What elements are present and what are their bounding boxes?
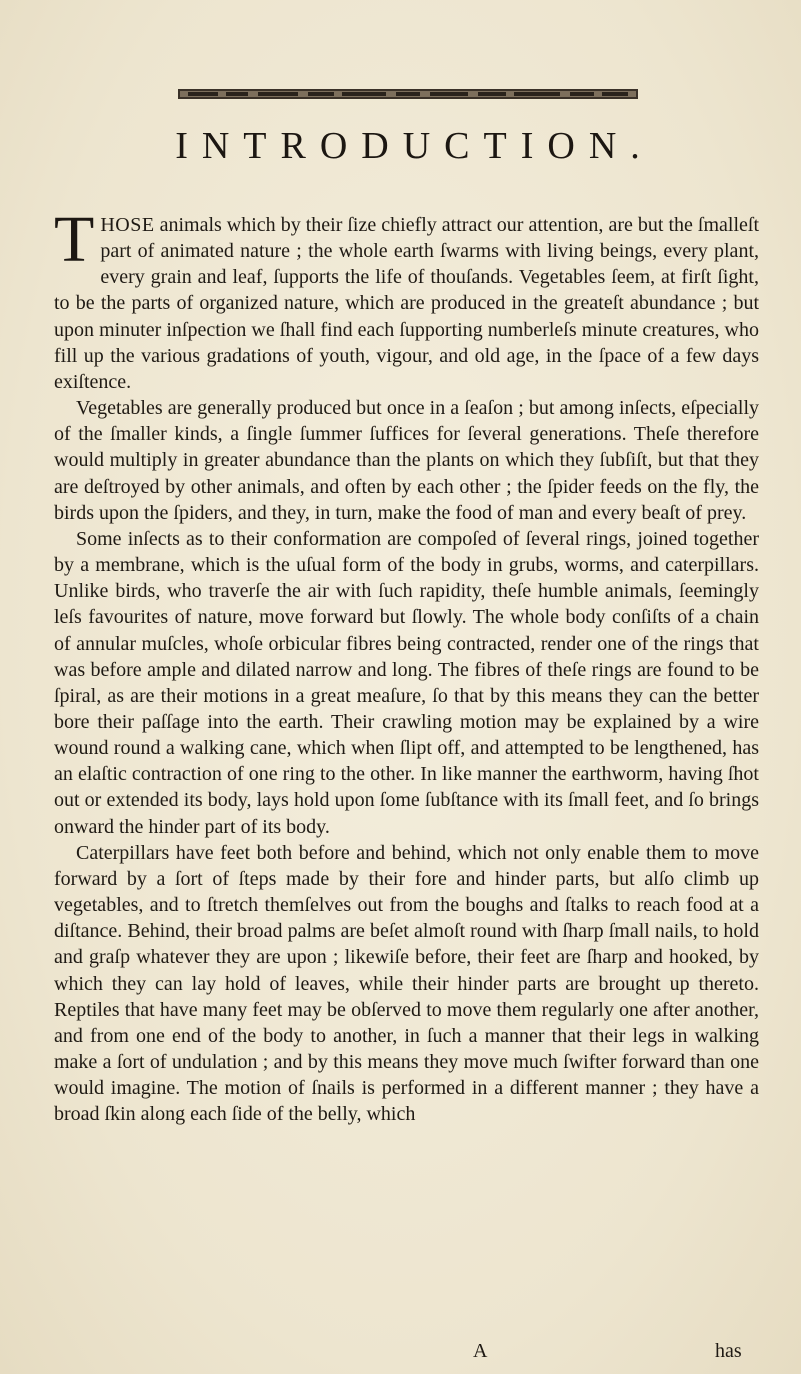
paragraph: Some inſects as to their conformation are compoſed of ſeveral rings, joined together by a membrane, which is the uſual form of the body in grubs, worms, and caterpillars. Unlike birds, who traverſe the air with ſuch rapidity, theſe humble animals, ſeemingly leſs favourites of nature, move forward but ſlowly. The whole body conſiſts of a chain of annular muſcles, whoſe orbicular fibres being contracted, render one of the rings that was before ample and dilated narrow and long. The fibres of theſe rings are found to be ſpiral, as are their motions in a great meaſure, ſo that by this means they can the better bore their paſſage into the earth. Their crawling motion may be explained by a wire wound round a walking cane, which when ſlipt off, and attempted to be lengthened, has an elaſtic contraction of one ring to the other. In like manner the earthworm, having ſhot out or extended its body, lays hold upon ſome ſubſtance with its ſmall feet, and ſo brings onward the hinder part of its body. [54,527,759,838]
paragraph: Vegetables are generally produced but once in a ſeaſon ; but among inſects, eſpecially of the ſmaller kinds, a ſingle ſummer ſuffices for ſeveral generations. Theſe therefore would multiply in greater abundance than the plants on which they ſubſiſt, but that they are deſtroyed by other animals, and often by each other ; the ſpider feeds on the fly, the birds upon the ſpiders, and they, in turn, make the food of man and every beaſt of prey. [54,397,759,524]
page-title: INTRODUCTION. [175,125,654,167]
body-text [54,203,759,1127]
signature-mark: A [473,1340,488,1362]
catchword: has [715,1340,742,1362]
ornamental-rule-icon [178,88,638,100]
paragraph [54,203,759,395]
paragraph: Caterpillars have feet both before and behind, which not only enable them to move forward by a ſort of ſteps made by their fore and hinder parts, but alſo climb up vegetables, and to ſtretch themſelves out from the boughs and ſtalks to reach food at a diſtance. Behind, their broad palms are beſet almoſt round with ſharp ſmall nails, to hold and graſp whatever they are upon ; likewiſe before, their feet are ſharp and hooked, by which they can lay hold of leaves, while their hinder parts are brought up thereto. Reptiles that have many feet may be obſerved to move them regularly one after another, and from one end of the body to another, in ſuch a manner that their legs in walking make a ſort of undulation ; and by this means they move much ſwifter forward than one would imagine. The motion of ſnails is performed in a different manner ; they have a broad ſkin along each ſide of the belly, which [54,841,759,1126]
lead-caps: HOSE [100,214,155,236]
drop-cap: T [54,203,95,276]
paragraph-text: animals which by their ſize chiefly attract our attention, are but the ſmalleſt part of animated nature ; the whole earth ſwarms with living beings, every plant, every grain and leaf, ſupports the life of thouſands. Vegetables ſeem, at firſt ſight, to be the parts of organized nature, which are produced in the greateſt abundance ; but upon minuter inſpection we ſhall find each ſupporting numberleſs minute creatures, who fill up the various gradations of youth, vigour, and old age, in the ſpace of a few days exiſtence. [54,214,759,393]
